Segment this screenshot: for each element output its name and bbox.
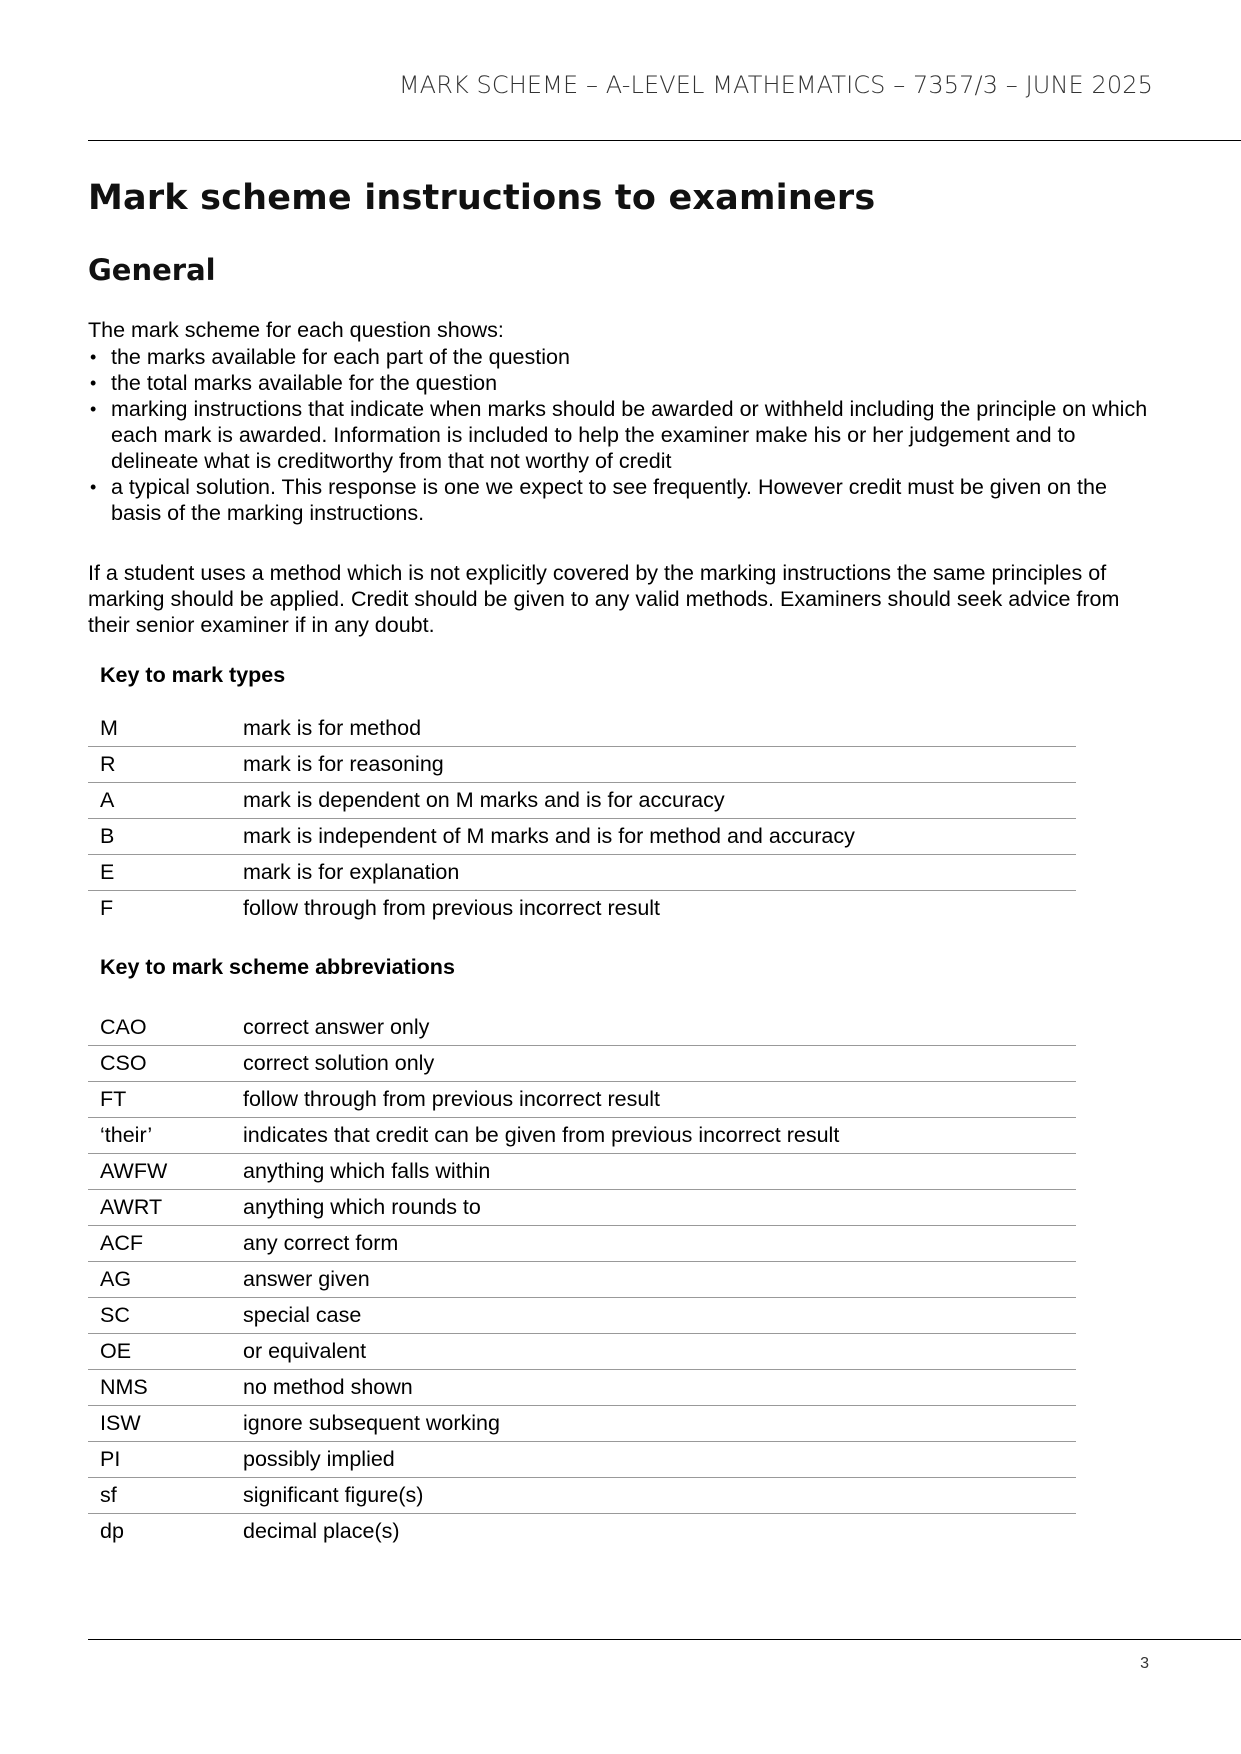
bullet-item: • marking instructions that indicate when marks should be awarded or withheld including the principle on which each mark is awarded. Information is included to help the examiner make his or her judgement and to delineate what is creditworthy from that not worthy of credit [88, 396, 1148, 474]
desc-cell: no method shown [231, 1370, 1076, 1406]
table-row [88, 1334, 1076, 1370]
table-row [88, 1406, 1076, 1442]
table-row [88, 1442, 1076, 1478]
bullet-item: • a typical solution. This response is one we expect to see frequently. However credit must be given on the basis of the marking instructions. [88, 474, 1148, 526]
mark-types-heading: Key to mark types [100, 663, 286, 687]
table-row [88, 1262, 1076, 1298]
table-row [88, 1226, 1076, 1262]
table-row [88, 891, 1076, 927]
desc-cell: indicates that credit can be given from previous incorrect result [231, 1118, 1076, 1154]
code-cell: A [88, 783, 231, 819]
code-cell: M [88, 711, 231, 747]
desc-cell: decimal place(s) [243, 1519, 400, 1543]
desc-cell: mark is for method [231, 711, 1076, 747]
header-divider [88, 140, 1241, 141]
desc-cell: significant figure(s) [231, 1478, 1076, 1514]
page-number: 3 [1140, 1655, 1149, 1672]
footer-divider [88, 1639, 1241, 1640]
table-row [88, 1370, 1076, 1406]
desc-cell: correct answer only [231, 1010, 1076, 1046]
bullet-item: • the total marks available for the question [88, 370, 1148, 396]
table-row [88, 1190, 1076, 1226]
code-cell: SC [88, 1298, 231, 1334]
code-cell: AG [88, 1262, 231, 1298]
code-cell: CAO [88, 1010, 231, 1046]
code-cell: OE [88, 1334, 231, 1370]
code-cell: dp [100, 1519, 124, 1543]
table-row [88, 1010, 1076, 1046]
table-row [88, 1514, 1076, 1550]
section-title-general: General [88, 253, 216, 287]
table-row [88, 1082, 1076, 1118]
code-cell: ISW [88, 1406, 231, 1442]
table-row [88, 783, 1076, 819]
desc-cell: anything which falls within [231, 1154, 1076, 1190]
code-cell: CSO [88, 1046, 231, 1082]
table-row [88, 1478, 1076, 1514]
desc-cell: follow through from previous incorrect result [243, 896, 661, 920]
mark-types-table [88, 711, 1076, 926]
table-row [88, 1154, 1076, 1190]
table-row [88, 1046, 1076, 1082]
desc-cell: mark is dependent on M marks and is for accuracy [231, 783, 1076, 819]
desc-cell: any correct form [231, 1226, 1076, 1262]
bullet-item: • the marks available for each part of the question [88, 344, 1148, 370]
desc-cell: anything which rounds to [231, 1190, 1076, 1226]
desc-cell: follow through from previous incorrect result [231, 1082, 1076, 1118]
table-row [88, 819, 1076, 855]
code-cell: R [88, 747, 231, 783]
code-cell: AWRT [88, 1190, 231, 1226]
desc-cell: correct solution only [231, 1046, 1076, 1082]
desc-cell: special case [231, 1298, 1076, 1334]
code-cell: sf [88, 1478, 231, 1514]
desc-cell: mark is for explanation [231, 855, 1076, 891]
page-header: MARK SCHEME – A-LEVEL MATHEMATICS – 7357/3 – JUNE 2025 [398, 71, 1153, 99]
code-cell: PI [88, 1442, 231, 1478]
code-cell: ACF [88, 1226, 231, 1262]
desc-cell: or equivalent [231, 1334, 1076, 1370]
desc-cell: mark is for reasoning [231, 747, 1076, 783]
method-paragraph: If a student uses a method which is not explicitly covered by the marking instructions the same principles of marking should be applied. Credit should be given to any valid methods. Examiners should seek advice from their senior examiner if in any doubt. [88, 561, 1120, 637]
table-row [88, 1118, 1076, 1154]
abbreviations-table [88, 1010, 1076, 1549]
page-title: Mark scheme instructions to examiners [88, 178, 876, 218]
desc-cell: answer given [231, 1262, 1076, 1298]
table-row [88, 711, 1076, 747]
code-cell: FT [88, 1082, 231, 1118]
desc-cell: possibly implied [231, 1442, 1076, 1478]
code-cell: ‘their’ [88, 1118, 231, 1154]
table-row [88, 855, 1076, 891]
code-cell: AWFW [88, 1154, 231, 1190]
abbreviations-heading: Key to mark scheme abbreviations [100, 955, 455, 979]
table-row [88, 1298, 1076, 1334]
desc-cell: ignore subsequent working [231, 1406, 1076, 1442]
desc-cell: mark is independent of M marks and is for method and accuracy [231, 819, 1076, 855]
code-cell: E [88, 855, 231, 891]
bullet-list [88, 344, 1148, 526]
intro-text: The mark scheme for each question shows: [88, 318, 504, 342]
table-row [88, 747, 1076, 783]
code-cell: NMS [88, 1370, 231, 1406]
code-cell: F [100, 896, 114, 920]
code-cell: B [88, 819, 231, 855]
